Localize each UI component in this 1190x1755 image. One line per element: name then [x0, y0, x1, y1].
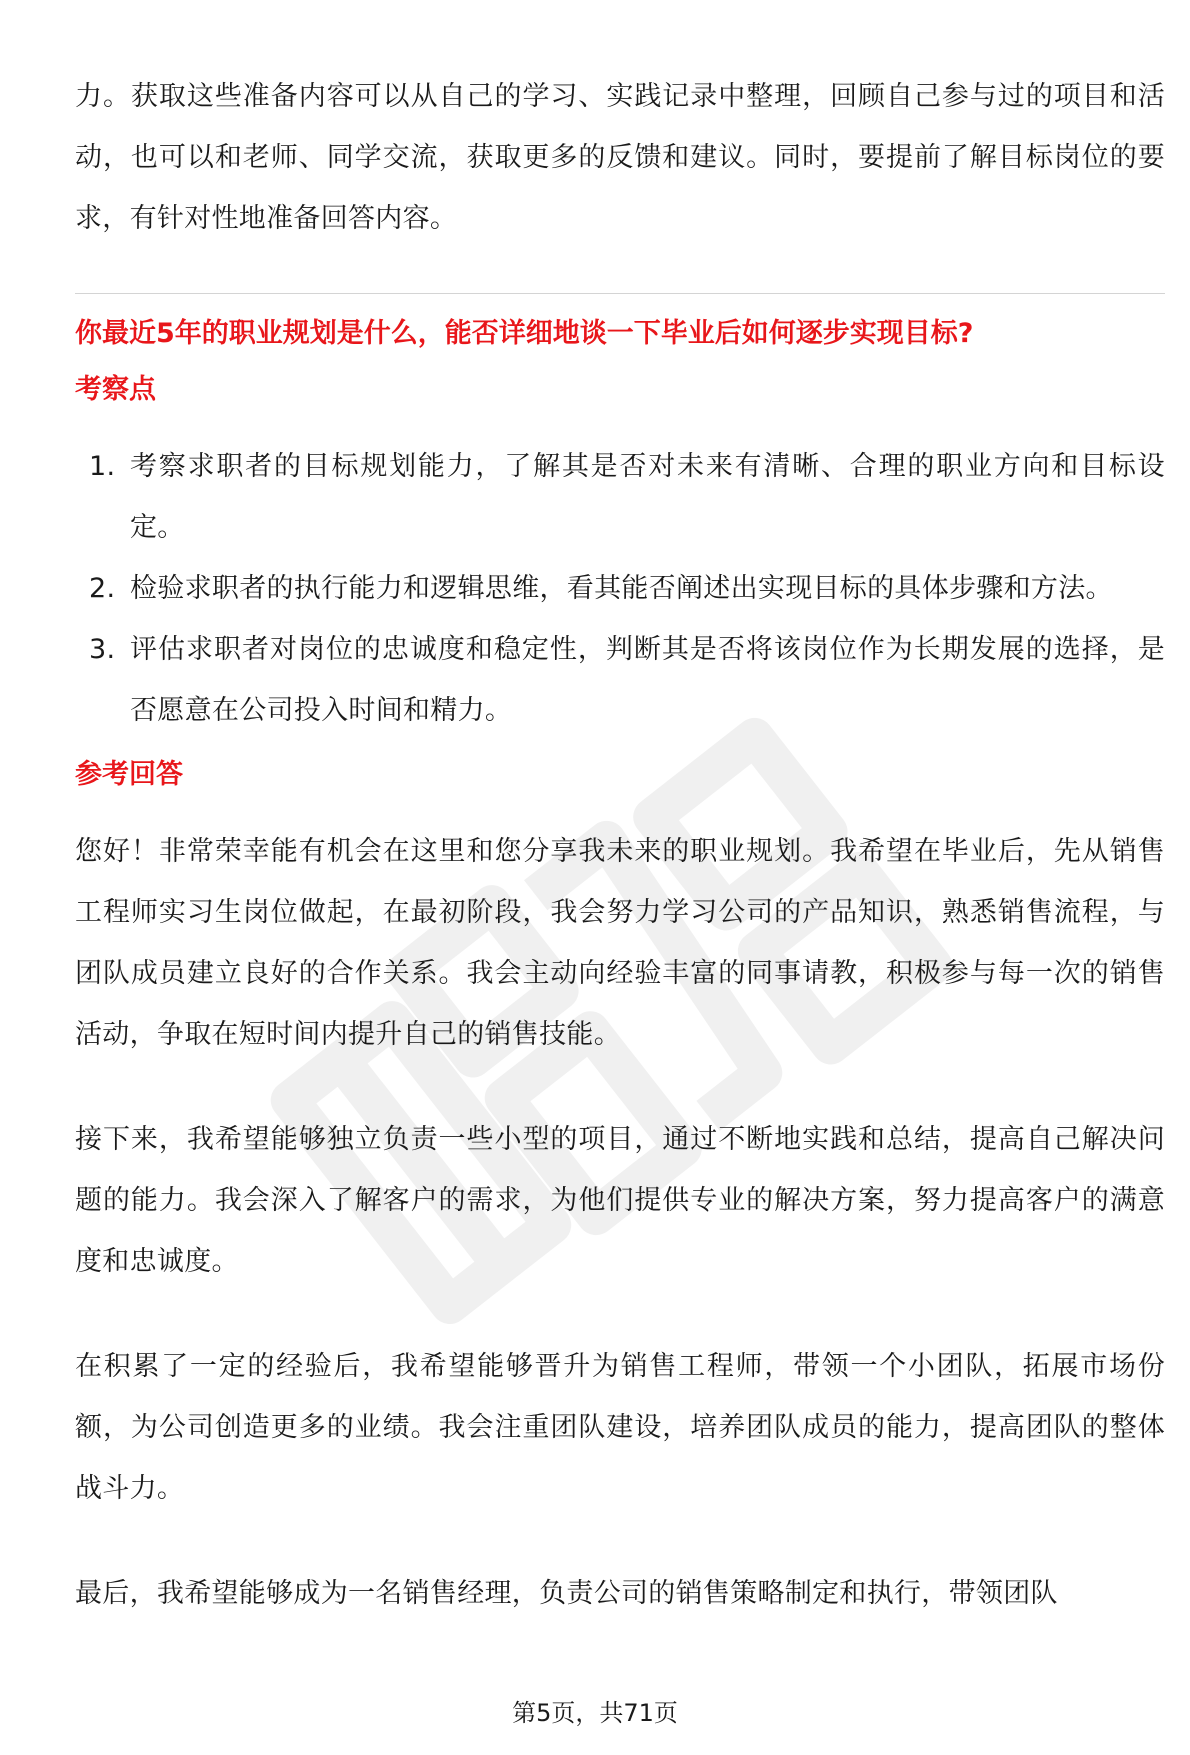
question-heading: 你最近5年的职业规划是什么，能否详细地谈一下毕业后如何逐步实现目标?	[75, 318, 974, 349]
assessment-list	[75, 436, 1165, 741]
section-divider	[75, 293, 1165, 294]
assessment-heading: 考察点	[75, 374, 156, 405]
list-item-text: 检验求职者的执行能力和逻辑思维，看其能否阐述出实现目标的具体步骤和方法。	[130, 573, 1113, 604]
list-item	[75, 436, 1165, 558]
page-footer: 第5页，共71页	[512, 1699, 678, 1727]
list-item-number: 2.	[89, 573, 116, 604]
answer-heading: 参考回答	[75, 759, 183, 790]
list-item-number: 3.	[89, 634, 116, 665]
answer-paragraph: 在积累了一定的经验后，我希望能够晋升为销售工程师，带领一个小团队，拓展市场份额，为公司创造更多的业绩。我会注重团队建设，培养团队成员的能力，提高团队的整体战斗力。	[75, 1351, 1165, 1504]
answer-paragraph: 接下来，我希望能够独立负责一些小型的项目，通过不断地实践和总结，提高自己解决问题的能力。我会深入了解客户的需求，为他们提供专业的解决方案，努力提高客户的满意度和忠诚度。	[75, 1124, 1165, 1277]
list-item-number: 1.	[89, 451, 116, 482]
main-content	[75, 66, 1165, 1624]
list-item-text: 考察求职者的目标规划能力，了解其是否对未来有清晰、合理的职业方向和目标设定。	[130, 451, 1165, 543]
answer-paragraph: 您好！非常荣幸能有机会在这里和您分享我未来的职业规划。我希望在毕业后，先从销售工程师实习生岗位做起，在最初阶段，我会努力学习公司的产品知识，熟悉销售流程，与团队成员建立良好的合作关系。我会主动向经验丰富的同事请教，积极参与每一次的销售活动，争取在短时间内提升自己的销售技能。	[75, 836, 1165, 1050]
list-item	[75, 558, 1165, 619]
list-item	[75, 619, 1165, 741]
intro-paragraph: 力。获取这些准备内容可以从自己的学习、实践记录中整理，回顾自己参与过的项目和活动，也可以和老师、同学交流，获取更多的反馈和建议。同时，要提前了解目标岗位的要求，有针对性地准备回答内容。	[75, 81, 1165, 234]
answer-paragraph: 最后，我希望能够成为一名销售经理，负责公司的销售策略制定和执行，带领团队	[75, 1578, 1058, 1609]
list-item-text: 评估求职者对岗位的忠诚度和稳定性，判断其是否将该岗位作为长期发展的选择，是否愿意在公司投入时间和精力。	[130, 634, 1165, 726]
